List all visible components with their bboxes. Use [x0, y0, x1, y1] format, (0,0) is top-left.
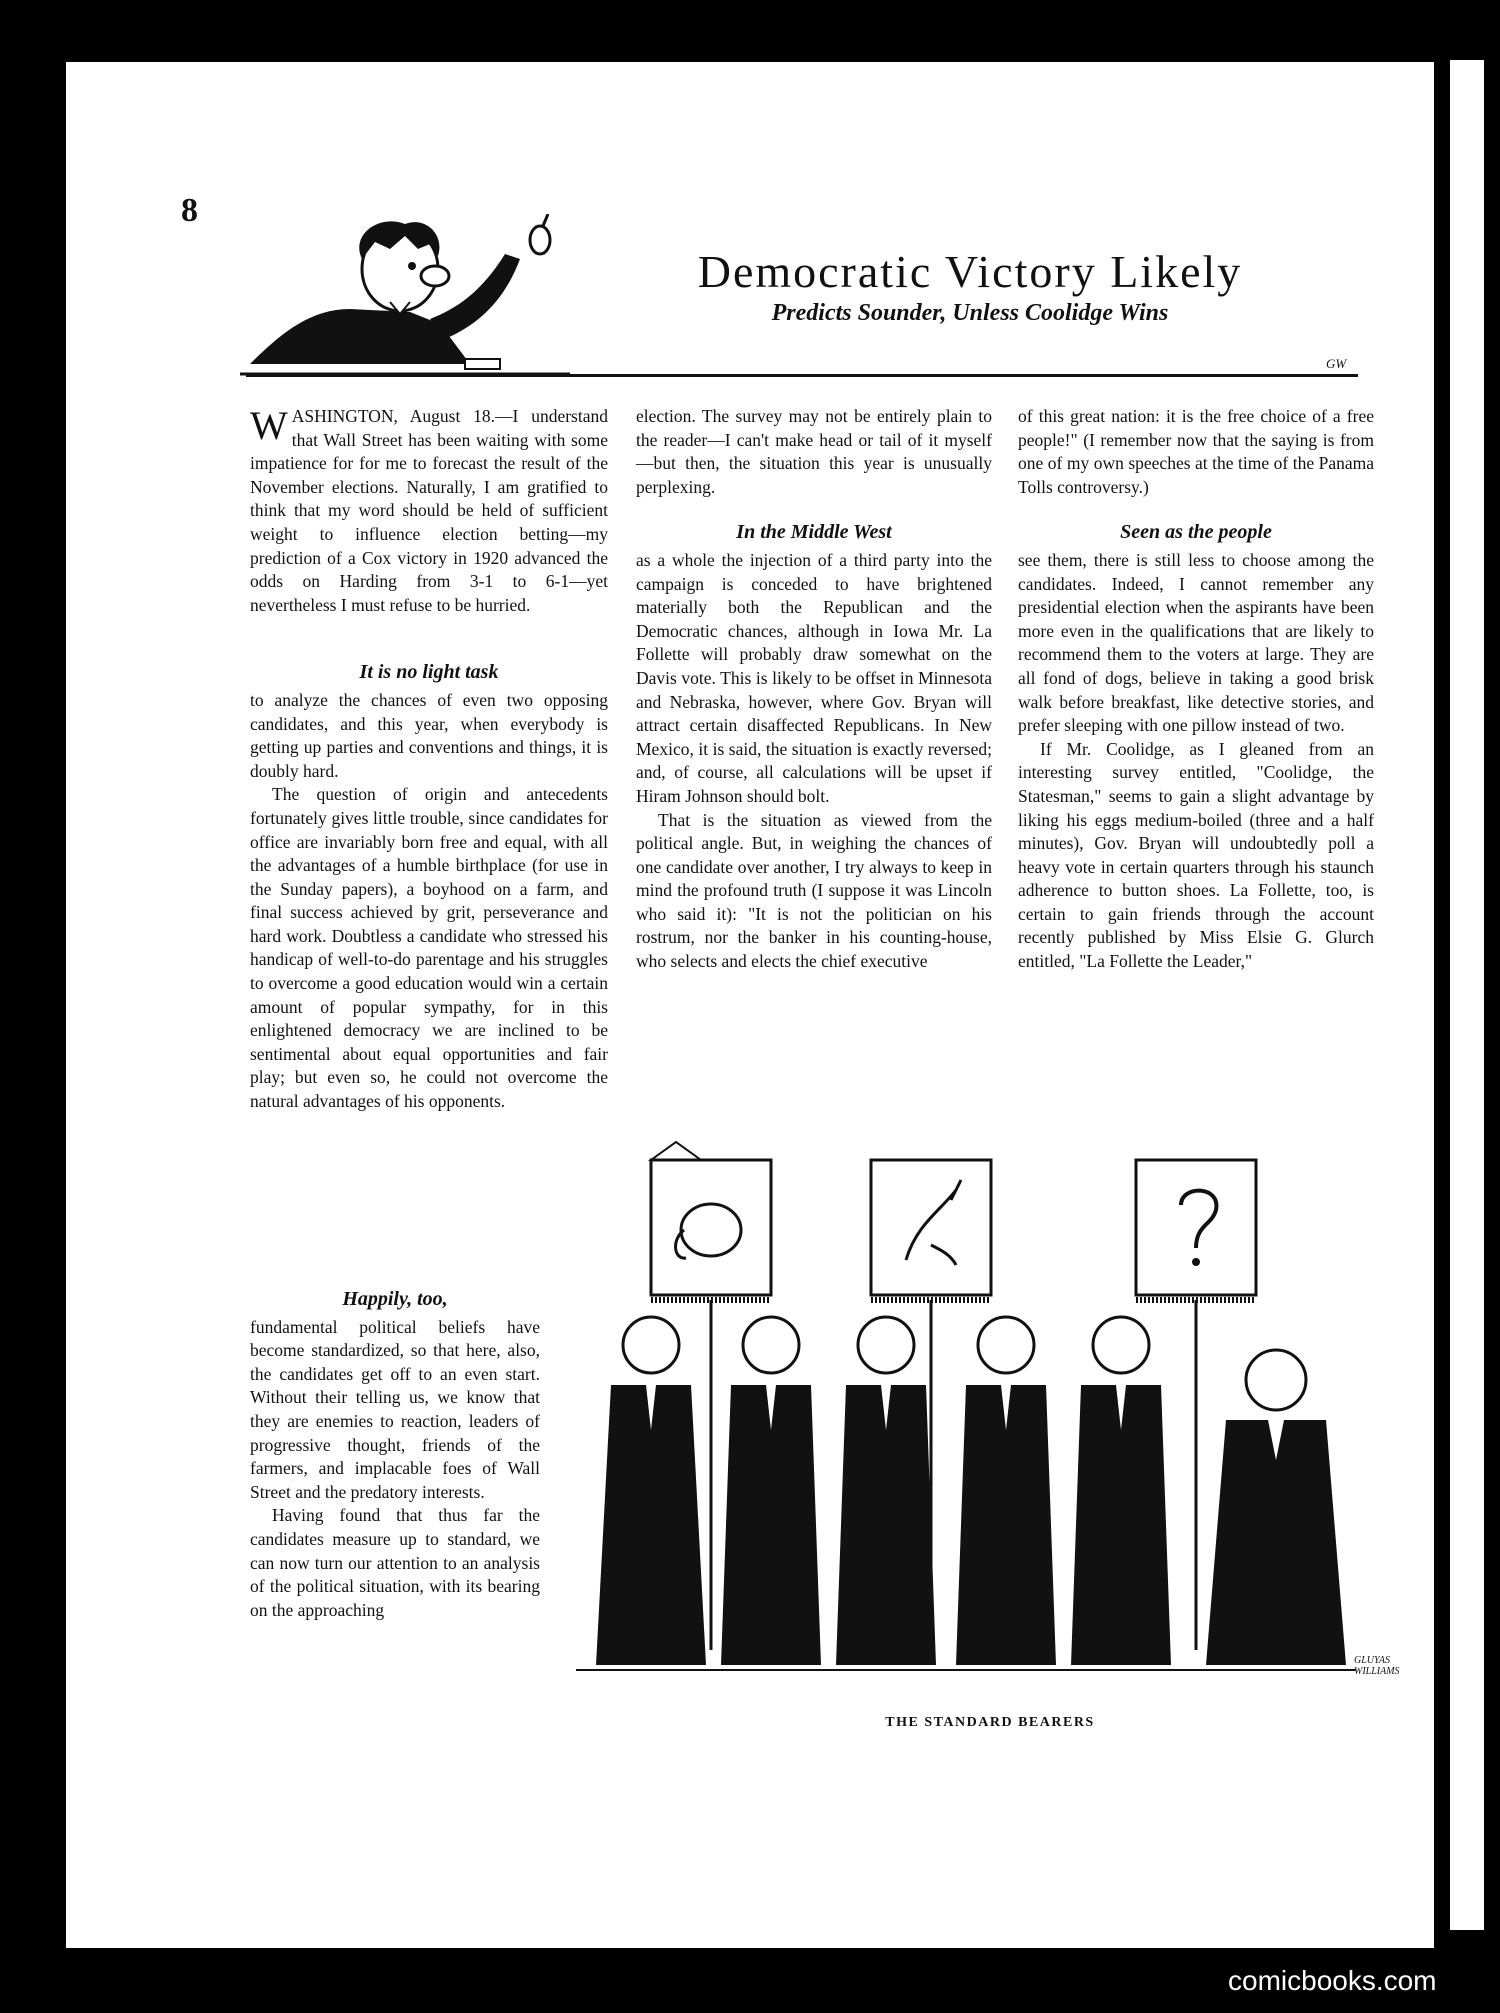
- author-cartoon: [240, 214, 570, 379]
- standard-bearers-cartoon: [556, 1130, 1386, 1710]
- page-number: 8: [181, 192, 198, 229]
- article-column-1: [250, 405, 608, 1114]
- paragraph: election. The survey may not be entirely plain to the reader—I can't make head or tail of it myself—but then, the situation this year is unusually perplexing.: [636, 406, 992, 497]
- artist-signature: GLUYAS WILLIAMS: [1354, 1655, 1400, 1677]
- header-signature: GW: [1326, 356, 1347, 371]
- paragraph: That is the situation as viewed from the political angle. But, in weighing the chances of one candidate over another, I try always to keep in mind the profound truth (I suppose it was Lincoln who said it): "It is not the politician on his rostrum, nor the banker in his counting-house, who selects and elects the chief executive: [636, 809, 992, 972]
- paragraph: ASHINGTON, August 18.—I understand that Wall Street has been waiting with some impatience for for me to forecast the result of the November elections. Naturally, I am gratified to think that my word should be held of sufficient weight to influence election betting—my prediction of a Cox victory in 1920 advanced the odds on Harding from 3-1 to 6-1—yet nevertheless I must refuse to be hurried.: [250, 406, 608, 615]
- headline: Democratic Victory Likely: [697, 246, 1243, 297]
- paragraph: The question of origin and antecedents fortunately gives little trouble, since candidates for office are invariably born free and equal, with all the advantages of a humble birthplace (for use in the Sunday papers), a boyhood on a farm, and final success achieved by grit, perseverance and hard work. Doubtless a candidate who stressed his handicap of well-to-do parentage and his struggles to overcome a good education would win a certain amount of popular sympathy, for in this enlightened democracy we are inclined to be sentimental about equal opportunities and fair play; but even so, he could not overcome the natural advantages of his opponents.: [250, 784, 608, 1112]
- paragraph: fundamental political beliefs have become standardized, so that here, also, the candidates get off to an even start. Without their telling us, we know that they are enemies to reaction, leaders of progressive thought, friends of the farmers, and implacable foes of Wall Street and the predatory interests.: [250, 1316, 540, 1502]
- article-column-2: [636, 405, 992, 974]
- article-column-1-lower: [250, 1288, 540, 1622]
- subheading: In the Middle West: [736, 521, 892, 544]
- adjacent-page-edge: [1450, 60, 1484, 1930]
- paragraph: see them, there is still less to choose among the candidates. Indeed, I cannot remember any presidential election when the aspirants have been more even in the qualifications that are likely to recommend them to the voters at large. They are all fond of dogs, believe in taking a good brisk walk before breakfast, like detective stories, and prefer sleeping with one pillow instead of two.: [1018, 549, 1374, 736]
- header-rule: [246, 374, 1358, 377]
- candidate-figures: [596, 1317, 1346, 1665]
- subheading: Happily, too,: [342, 1288, 448, 1310]
- paragraph: If Mr. Coolidge, as I gleaned from an interesting survey entitled, "Coolidge, the Statesman," seems to gain a slight advantage by liking his eggs medium-boiled (three and a half minutes), Gov. Bryan will undoubtedly poll a heavy vote in certain quarters through his staunch adherence to button shoes. La Follette, too, is certain to gain friends through the account recently published by Miss Elsie G. Glurch entitled, "La Follette the Leader,": [1018, 738, 1374, 972]
- paragraph: Having found that thus far the candidates measure up to standard, we can now turn our attention to an analysis of the political situation, with its bearing on the approaching: [250, 1505, 540, 1620]
- cartoon-caption: THE STANDARD BEARERS: [885, 1715, 1095, 1730]
- drop-cap: W: [250, 403, 288, 448]
- paragraph: to analyze the chances of even two opposing candidates, and this year, when everybody is getting up parties and conventions and things, it is doubly hard.: [250, 689, 608, 781]
- paragraph: as a whole the injection of a third party into the campaign is conceded to have brightened materially both the Republican and the Democratic chances, although in Iowa Mr. La Follette will probably draw somewhat on the Davis vote. This is likely to be offset in Minnesota and Nebraska, however, where Gov. Bryan will attract certain disaffected Republicans. In New Mexico, it is said, the situation is exactly reversed; and, of course, all calculations will be upset if Hiram Johnson should bolt.: [636, 549, 992, 806]
- article-column-3: [1018, 405, 1374, 974]
- subheadline: Predicts Sounder, Unless Coolidge Wins: [771, 300, 1169, 326]
- subheading: Seen as the people: [1120, 521, 1272, 544]
- watermark: comicbooks.com: [1228, 1965, 1437, 1996]
- paragraph: of this great nation: it is the free choice of a free people!" (I remember now that the saying is from one of my own speeches at the time of the Panama Tolls controversy.): [1018, 406, 1374, 497]
- subheading: It is no light task: [359, 661, 499, 684]
